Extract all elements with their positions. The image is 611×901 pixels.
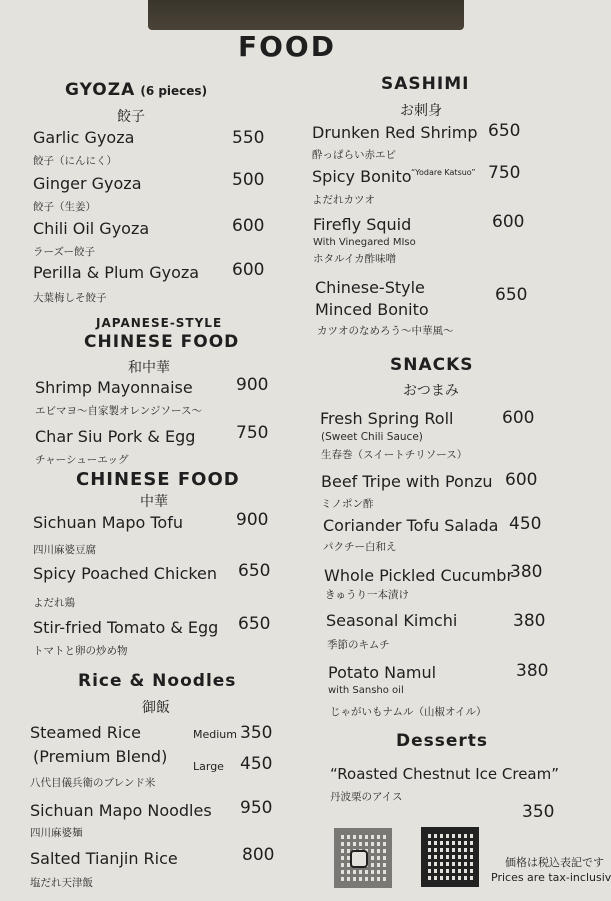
menu-item-name: Fresh Spring Roll	[320, 409, 454, 428]
menu-item-price: 950	[240, 798, 273, 818]
menu-item-jp: 酔っぱらい赤エビ	[312, 149, 396, 161]
menu-item-name: Chinese-Style	[315, 278, 425, 297]
menu-item-jp: チャーシューエッグ	[35, 454, 129, 466]
menu-item-jp: よだれ鶏	[33, 597, 75, 609]
menu-item-name: Drunken Red Shrimp	[312, 123, 478, 142]
menu-item-jp: 四川麻婆麺	[30, 827, 83, 839]
menu-item-price: 500	[232, 170, 265, 190]
menu-item-name-line2: (Premium Blend)	[33, 747, 168, 766]
menu-item-price: 800	[242, 845, 275, 865]
menu-item-name: Stir-fried Tomato & Egg	[33, 618, 219, 637]
menu-item-jp: 大葉梅しそ餃子	[33, 292, 107, 304]
menu-item-sub: (Sweet Chili Sauce)	[321, 431, 423, 443]
menu-item-price: 550	[232, 128, 265, 148]
menu-item-price: 350	[522, 802, 555, 822]
clipboard-clip	[148, 0, 464, 30]
gyoza-heading: GYOZA (6 pieces)	[65, 80, 208, 100]
menu-item-price: 900	[236, 510, 269, 530]
menu-item-jp: 四川麻婆豆腐	[33, 544, 96, 556]
menu-item-name: Whole Pickled Cucumbr	[324, 566, 514, 585]
menu-item-price: 650	[495, 285, 528, 305]
menu-item-note: “Yodare Katsuo”	[411, 168, 476, 177]
menu-item-name: “Roasted Chestnut Ice Cream”	[330, 765, 559, 783]
menu-item-jp: ミノポン酢	[321, 498, 374, 510]
menu-item-name: Firefly Squid	[313, 215, 412, 234]
menu-item-price: 600	[505, 470, 538, 490]
menu-item-name: Spicy Poached Chicken	[33, 564, 218, 583]
gyoza-jp: 餃子	[117, 109, 145, 125]
menu-item-name: Steamed Rice	[30, 723, 141, 742]
menu-item-price: 380	[513, 611, 546, 631]
menu-item-name: Potato Namul	[328, 663, 437, 682]
menu-item-price: 600	[492, 212, 525, 232]
menu-item-price: 650	[488, 121, 521, 141]
section-heading: Desserts	[396, 731, 489, 751]
tax-note-jp: 価格は税込表記です	[505, 856, 604, 869]
menu-item-price: 450	[509, 514, 542, 534]
menu-item-jp: トマトと卵の炒め物	[33, 645, 128, 657]
menu-item-price: 350	[240, 723, 273, 743]
menu-item-price: 650	[238, 561, 271, 581]
menu-item-name: Spicy Bonito	[312, 167, 412, 186]
menu-item-price: 600	[232, 216, 265, 236]
menu-item-jp: 塩だれ天津飯	[30, 877, 93, 889]
menu-item-name: Shrimp Mayonnaise	[35, 378, 193, 397]
menu-item-name: Perilla & Plum Gyoza	[33, 263, 200, 282]
menu-item-jp: 餃子（生姜）	[33, 201, 96, 213]
page-title: FOOD	[238, 30, 336, 63]
menu-item-jp: 餃子（にんにく）	[33, 155, 117, 167]
menu-item-name: Garlic Gyoza	[33, 128, 135, 147]
menu-item-price: 750	[488, 163, 521, 183]
section-heading: CHINESE FOOD	[84, 332, 240, 352]
menu-item-jp: ホタルイカ酢味噌	[313, 253, 397, 265]
section-jp: 御飯	[142, 700, 170, 716]
menu-item-name: Seasonal Kimchi	[326, 611, 458, 630]
menu-item-price: 750	[236, 423, 269, 443]
menu-item-price: 380	[516, 661, 549, 681]
qr-code	[421, 827, 479, 887]
menu-item-price: 900	[236, 375, 269, 395]
menu-item-jp: きゅうり一本漬け	[325, 589, 409, 601]
section-heading: CHINESE FOOD	[76, 469, 240, 490]
menu-item-jp: カツオのなめろう〜中華風〜	[317, 325, 454, 337]
section-preheading: JAPANESE-STYLE	[96, 316, 223, 330]
menu-item-sub: With Vinegared MIso	[313, 237, 416, 248]
menu-item-price: 450	[240, 754, 273, 774]
menu-item-name: Ginger Gyoza	[33, 174, 142, 193]
tax-note-en: Prices are tax-inclusiv	[491, 871, 611, 884]
menu-item-jp: じゃがいもナムル（山椒オイル）	[330, 706, 487, 718]
section-heading: SNACKS	[390, 355, 474, 375]
menu-item-jp: パクチー白和え	[323, 541, 397, 553]
menu-item-name: Chili Oil Gyoza	[33, 219, 150, 238]
menu-item-sub: with Sansho oil	[328, 685, 404, 696]
instagram-icon	[350, 850, 368, 868]
menu-item-name: Salted Tianjin Rice	[30, 849, 178, 868]
menu-item-jp: 丹波栗のアイス	[330, 791, 403, 803]
menu-item-jp: 季節のキムチ	[327, 639, 390, 651]
section-heading: SASHIMI	[381, 74, 470, 94]
size-label: Large	[193, 760, 224, 773]
menu-item-price: 600	[502, 408, 535, 428]
size-label: Medium	[193, 728, 237, 741]
menu-item-name-line2: Minced Bonito	[315, 300, 429, 319]
menu-item-jp: エビマヨ〜自家製オレンジソース〜	[35, 405, 202, 417]
menu-item-name: Beef Tripe with Ponzu	[321, 472, 493, 491]
menu-item-name: Char Siu Pork & Egg	[35, 427, 196, 446]
menu-item-name: Sichuan Mapo Tofu	[33, 513, 183, 532]
menu-item-price: 650	[238, 614, 271, 634]
section-jp: 和中華	[128, 360, 170, 376]
menu-item-price: 600	[232, 260, 265, 280]
menu-item-name: Coriander Tofu Salada	[323, 516, 499, 535]
section-jp: おつまみ	[403, 383, 459, 399]
section-heading: Rice & Noodles	[78, 671, 237, 691]
menu-item-jp: 八代目儀兵衛のブレンド米	[30, 777, 156, 789]
menu-item-jp: 生春巻（スイートチリソース）	[321, 449, 468, 461]
section-jp: 中華	[140, 494, 168, 510]
menu-item-price: 380	[510, 562, 543, 582]
menu-item-jp: よだれカツオ	[312, 194, 375, 206]
menu-item-name: Sichuan Mapo Noodles	[30, 801, 212, 820]
section-jp: お刺身	[400, 103, 442, 119]
menu-item-jp: ラーズー餃子	[33, 246, 95, 258]
